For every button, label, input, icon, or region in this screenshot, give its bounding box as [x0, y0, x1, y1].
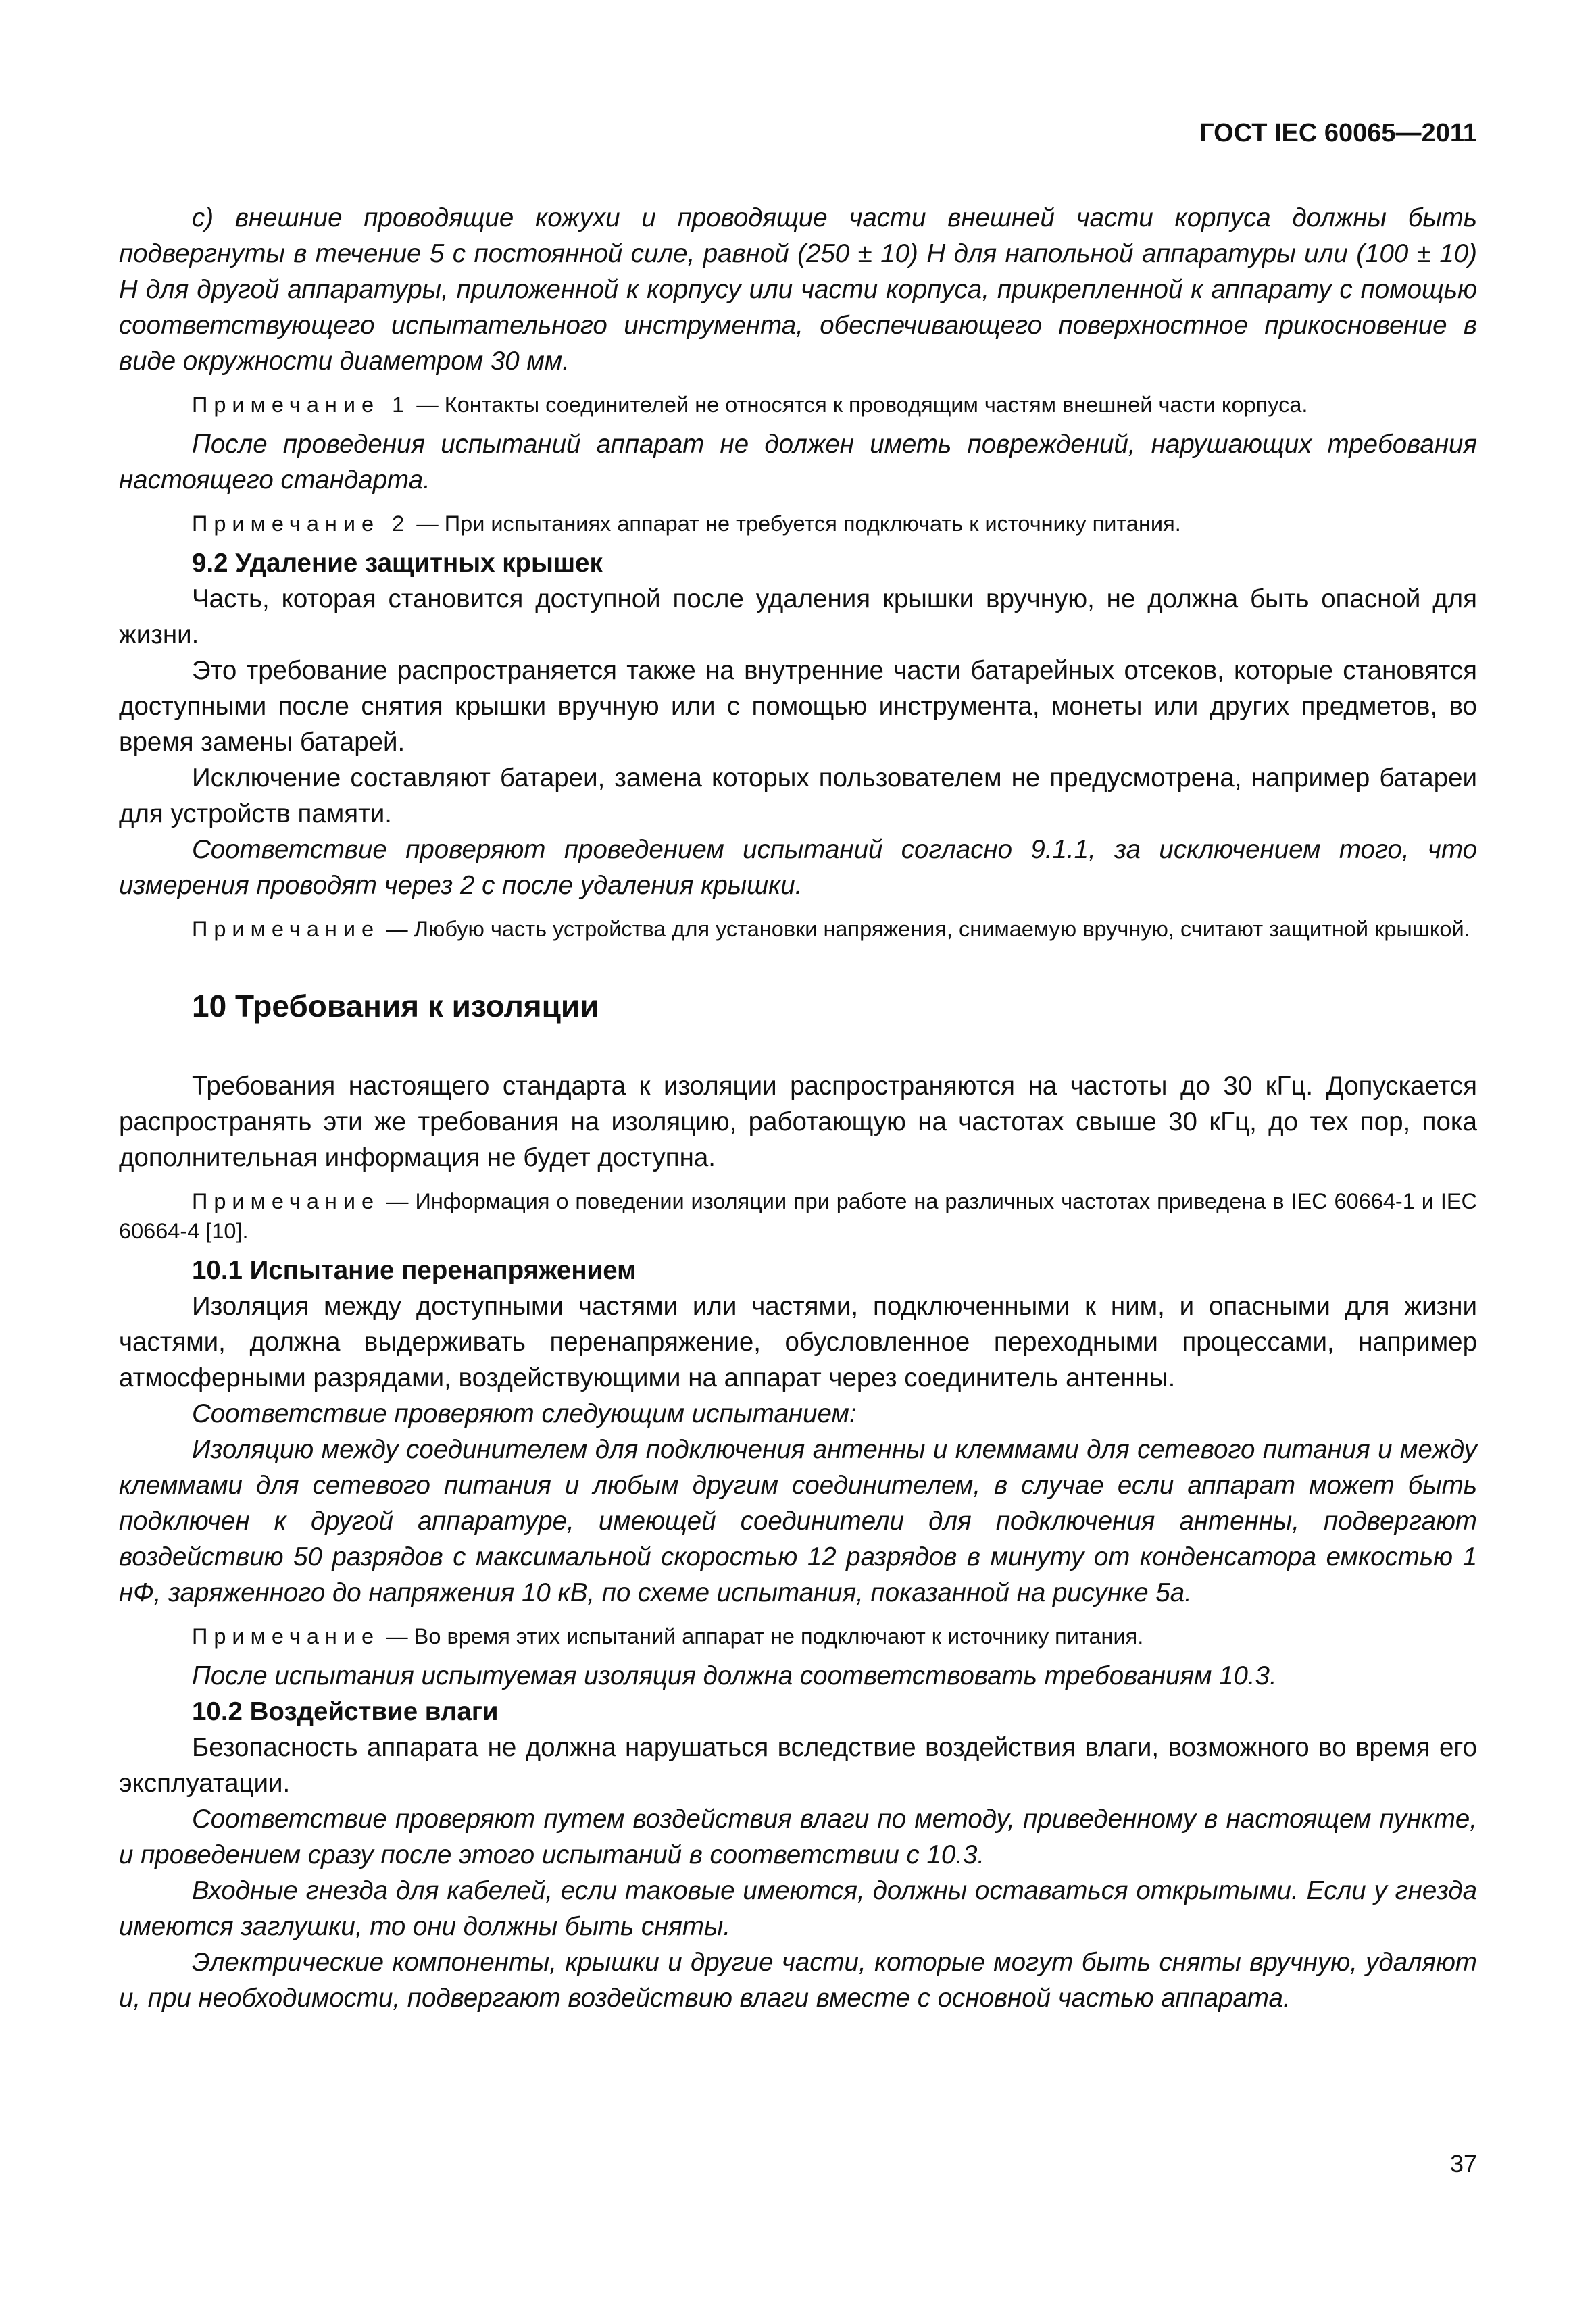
- heading-10: 10 Требования к изоляции: [192, 988, 599, 1024]
- paragraph-c: с) внешние проводящие кожухи и проводящие части внешней части корпуса должны быть подвергнуты в течение 5 с постоянной силе, равной (250 ± 10) Н для напольной аппаратуры или (100 ± 10) Н для другой аппаратуры, приложенной к корпусу или части корпуса, прикрепленной к аппарату с помощью соответствующего испытательного инструмента, обеспечивающего поверхностное прикосновение в виде окружности диаметром 30 мм.: [119, 203, 1477, 376]
- note-1-text: — Контакты соединителей не относятся к проводящим частям внешней части корпуса.: [410, 393, 1308, 417]
- paragraph-after-test: После проведения испытаний аппарат не должен иметь повреждений, нарушающих требования настоящего стандарта.: [119, 430, 1477, 495]
- document-header: ГОСТ IEC 60065—2011: [1199, 119, 1477, 147]
- paragraph-10-intro: Требования настоящего стандарта к изоляции распространяются на частоты до 30 кГц. Допускается распространять эти же требования на изоляцию, работающую на частотах свыше 30 кГц, до тех пор, пока дополнительная информация не будет доступна.: [119, 1072, 1477, 1172]
- paragraph-10-2-components: Электрические компоненты, крышки и другие части, которые могут быть сняты вручную, удаляют и, при необходимости, подвергают воздействию влаги вместе с основной частью аппарата.: [119, 1948, 1477, 2013]
- paragraph-10-1-test: Изоляцию между соединителем для подключения антенны и клеммами для сетевого питания и между клеммами для сетевого питания и любым другим соединителем, в случае если аппарат может быть подключен к другой аппаратуре, имеющей соединители для подключения антенны, подвергают воздействию 50 разрядов с максимальной скоростью 12 разрядов в минуту от конденсатора емкостью 1 нФ, заряженного до напряжения 10 кВ, по схеме испытания, показанной на рисунке 5а.: [119, 1435, 1477, 1607]
- note-1-label: Примечание 1: [192, 393, 411, 417]
- paragraph-10-1-compliance: Соответствие проверяют следующим испытанием:: [192, 1399, 857, 1428]
- paragraph-9-2-compliance: Соответствие проверяют проведением испытаний согласно 9.1.1, за исключением того, что измерения проводят через 2 с после удаления крышки.: [119, 835, 1477, 900]
- note-5-label: Примечание: [192, 1624, 380, 1649]
- heading-10-2: 10.2 Воздействие влаги: [192, 1697, 499, 1726]
- paragraph-10-2-compliance: Соответствие проверяют путем воздействия влаги по методу, приведенному в настоящем пункте, и проведением сразу после этого испытаний в соответствии с 10.3.: [119, 1805, 1477, 1869]
- paragraph-10-2-a: Безопасность аппарата не должна нарушаться вследствие воздействия влаги, возможного во время его эксплуатации.: [119, 1733, 1477, 1798]
- note-4: [119, 1186, 1477, 1246]
- note-3: [119, 914, 1477, 944]
- note-2: [119, 509, 1477, 538]
- heading-10-1: 10.1 Испытание перенапряжением: [192, 1256, 637, 1285]
- note-2-label: Примечание 2: [192, 511, 411, 536]
- paragraph-9-2-a: Часть, которая становится доступной после удаления крышки вручную, не должна быть опасной для жизни.: [119, 584, 1477, 649]
- paragraph-10-1-a: Изоляция между доступными частями или частями, подключенными к ним, и опасными для жизни частями, должна выдерживать перенапряжение, обусловленное переходными процессами, например атмосферными разрядами, воздействующими на аппарат через соединитель антенны.: [119, 1292, 1477, 1392]
- note-1: [119, 390, 1477, 420]
- heading-9-2: 9.2 Удаление защитных крышек: [192, 549, 603, 578]
- note-2-text: — При испытаниях аппарат не требуется подключать к источнику питания.: [410, 511, 1181, 536]
- note-4-text: — Информация о поведении изоляции при работе на различных частотах приведена в IEC 60664-1 и IEC 60664-4 [10].: [119, 1189, 1477, 1243]
- note-3-text: — Любую часть устройства для установки напряжения, снимаемую вручную, считают защитной крышкой.: [380, 917, 1470, 941]
- page-number: 37: [1449, 2150, 1477, 2178]
- paragraph-10-2-inlets: Входные гнезда для кабелей, если таковые имеются, должны оставаться открытыми. Если у гнезда имеются заглушки, то они должны быть сняты.: [119, 1876, 1477, 1941]
- note-4-label: Примечание: [192, 1189, 380, 1213]
- paragraph-10-1-after: После испытания испытуемая изоляция должна соответствовать требованиям 10.3.: [192, 1661, 1277, 1690]
- document-body: [119, 200, 1477, 2016]
- paragraph-9-2-c: Исключение составляют батареи, замена которых пользователем не предусмотрена, например батареи для устройств памяти.: [119, 763, 1477, 828]
- note-5-text: — Во время этих испытаний аппарат не подключают к источнику питания.: [380, 1624, 1144, 1649]
- note-5: [119, 1621, 1477, 1651]
- paragraph-9-2-b: Это требование распространяется также на внутренние части батарейных отсеков, которые становятся доступными после снятия крышки вручную или с помощью инструмента, монеты или других предметов, во время замены батарей.: [119, 656, 1477, 757]
- note-3-label: Примечание: [192, 917, 380, 941]
